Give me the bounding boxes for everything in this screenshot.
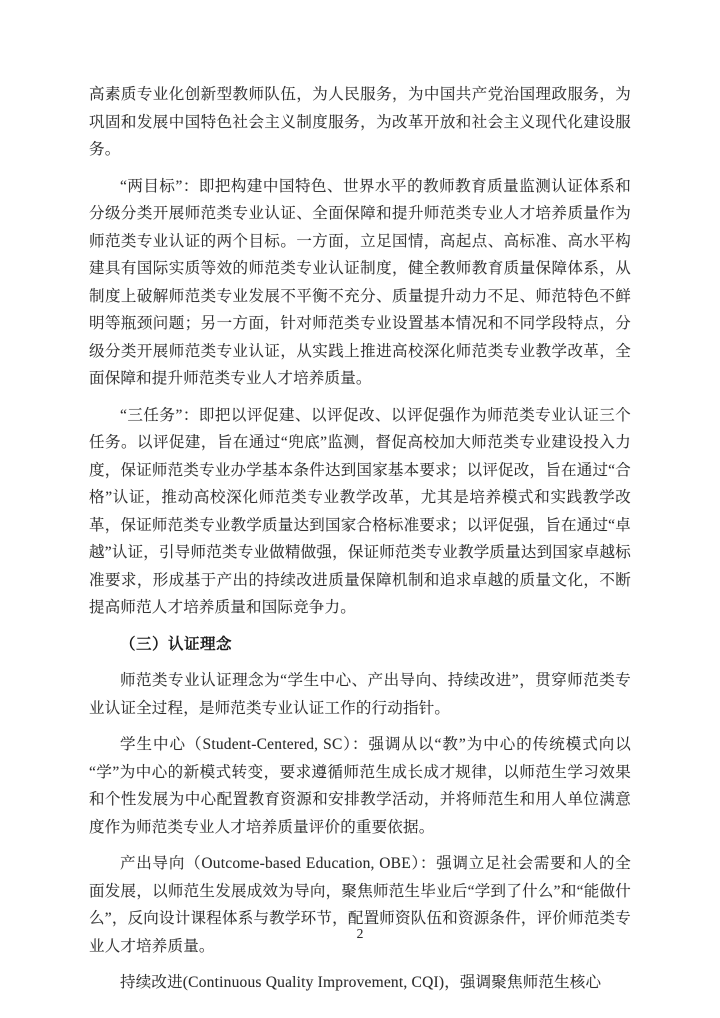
paragraph-concept-intro: 师范类专业认证理念为“学生中心、产出导向、持续改进”，贯穿师范类专业认证全过程，是师范类专业认证工作的行动指针。 — [89, 672, 631, 717]
paragraph-student-centered: 学生中心（Student-Centered, SC）：强调从以“教”为中心的传统模式向以“学”为中心的新模式转变，要求遵循师范生成长成才规律，以师范生学习效果和个性发展为中心配置教育资源和安排教学活动，并将师范生和用人单位满意度作为师范类专业人才培养质量评价的重要依据。 — [89, 736, 631, 836]
paragraph-two-goals: “两目标”：即把构建中国特色、世界水平的教师教育质量监测认证体系和分级分类开展师范类专业认证、全面保障和提升师范类专业人才培养质量作为师范类专业认证的两个目标。一方面，立足国情，高起点、高标准、高水平构建具有国际实质等效的师范类专业认证制度，健全教师教育质量保障体系，从制度上破解师范类专业发展不平衡不充分、质量提升动力不足、师范特色不鲜明等瓶颈问题；另一方面，针对师范类专业设置基本情况和不同学段特点，分级分类开展师范类专业认证，从实践上推进高校深化师范类专业教学改革，全面保障和提升师范类专业人才培养质量。 — [89, 177, 631, 387]
paragraph-continuation: 高素质专业化创新型教师队伍，为人民服务，为中国共产党治国理政服务，为巩固和发展中国特色社会主义制度服务，为改革开放和社会主义现代化建设服务。 — [89, 86, 631, 158]
section-heading: （三）认证理念 — [120, 635, 233, 653]
paragraph-outcome-based: 产出导向（Outcome-based Education, OBE）：强调立足社会需要和人的全面发展，以师范生发展成效为导向，聚焦师范生毕业后“学到了什么”和“能做什么”，反向设计课程体系与教学环节，配置师资队伍和资源条件，评价师范类专业人才培养质量。 — [89, 855, 631, 955]
document-body — [89, 81, 631, 1006]
paragraph-continuous-improvement: 持续改进(Continuous Quality Improvement, CQI)，强调聚焦师范生核心 — [120, 974, 602, 991]
page-number: 2 — [356, 926, 364, 941]
paragraph-three-tasks: “三任务”：即把以评促建、以评促改、以评促强作为师范类专业认证三个任务。以评促建，旨在通过“兜底”监测，督促高校加大师范类专业建设投入力度，保证师范类专业办学基本条件达到国家基本要求；以评促改，旨在通过“合格”认证，推动高校深化师范类专业教学改革，尤其是培养模式和实践教学改革，保证师范类专业教学质量达到国家合格标准要求；以评促强，旨在通过“卓越”认证，引导师范类专业做精做强，保证师范类专业教学质量达到国家卓越标准要求，形成基于产出的持续改进质量保障机制和追求卓越的质量文化，不断提高师范人才培养质量和国际竞争力。 — [89, 406, 631, 616]
